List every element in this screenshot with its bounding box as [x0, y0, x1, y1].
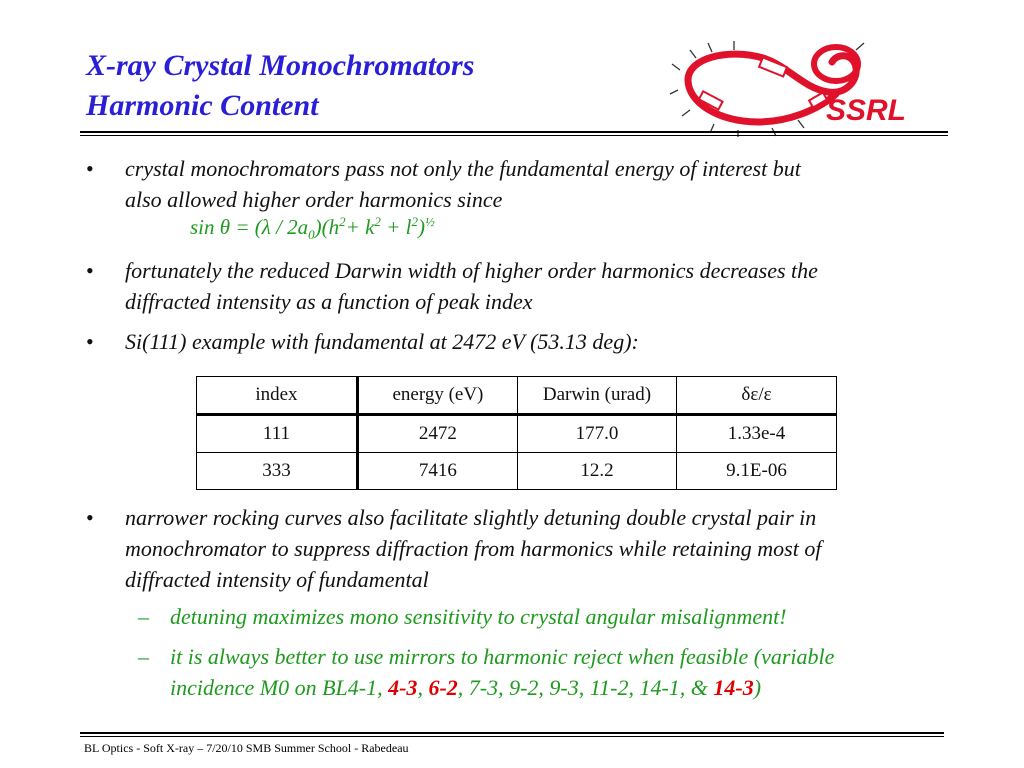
beamline-highlight: 6-2: [428, 675, 458, 700]
subbullet-text: detuning maximizes mono sensitivity to crystal angular misalignment!: [170, 604, 787, 629]
table-cell: 177.0: [517, 415, 676, 453]
table-cell: 333: [197, 453, 358, 490]
table-header-cell: δε/ε: [677, 377, 837, 415]
table-cell: 12.2: [517, 453, 676, 490]
table-cell: 2472: [357, 415, 517, 453]
table-header-cell: energy (eV): [357, 377, 517, 415]
bullet-harmonics: [86, 153, 965, 215]
bullet-text: Si(111) example with fundamental at 2472 eV (53.13 deg):: [125, 329, 639, 354]
subbullet-detuning: [138, 601, 970, 632]
bullet-text: narrower rocking curves also facilitate slightly detuning double crystal pair in: [125, 505, 817, 530]
subbullet-marker: –: [138, 604, 149, 629]
ssrl-logo: [668, 40, 928, 138]
bullet-marker: •: [86, 156, 94, 181]
bullet-text: monochromator to suppress diffraction from harmonics while retaining most of: [125, 536, 822, 561]
bullet-text: also allowed higher order harmonics since: [125, 187, 503, 212]
bullet-marker: •: [86, 258, 94, 283]
table-header-cell: index: [197, 377, 358, 415]
logo-text: SSRL: [826, 94, 907, 127]
bullet-text: crystal monochromators pass not only the fundamental energy of interest but: [125, 156, 801, 181]
subbullet-text: incidence M0 on BL4-1, 4-3, 6-2, 7-3, 9-2, 9-3, 11-2, 14-1, & 14-3): [170, 675, 762, 700]
bullet-text: diffracted intensity as a function of peak index: [125, 289, 533, 314]
slide-footer: BL Optics - Soft X-ray – 7/20/10 SMB Summer School - Rabedeau: [84, 741, 409, 755]
harmonics-table: [196, 376, 837, 490]
table-row: [197, 415, 837, 453]
subbullet-marker: –: [138, 644, 149, 669]
table-cell: 9.1E-06: [677, 453, 837, 490]
header-rule: [80, 131, 948, 136]
beamline-highlight: 4-3: [388, 675, 418, 700]
table-cell: 111: [197, 415, 358, 453]
bullet-rocking-curves: [86, 502, 965, 595]
bullet-marker: •: [86, 329, 94, 354]
table-header-row: [197, 377, 837, 415]
table-cell: 7416: [357, 453, 517, 490]
table-cell: 1.33e-4: [677, 415, 837, 453]
subbullet-mirrors: [138, 641, 970, 703]
bullet-darwin-width: [86, 255, 965, 317]
bullet-text: diffracted intensity of fundamental: [125, 567, 429, 592]
beamline-highlight: 14-3: [713, 675, 754, 700]
bullet-marker: •: [86, 505, 94, 530]
bullet-si111-example: [86, 326, 965, 357]
title-line-2: Harmonic Content: [86, 89, 319, 122]
slide-title: [86, 46, 474, 126]
table-header-cell: Darwin (urad): [517, 377, 676, 415]
footer-rule: [80, 732, 944, 737]
table-row: [197, 453, 837, 490]
title-line-1: X-ray Crystal Monochromators: [86, 49, 475, 82]
bullet-text: fortunately the reduced Darwin width of higher order harmonics decreases the: [125, 258, 818, 283]
subbullet-text: it is always better to use mirrors to harmonic reject when feasible (variable: [170, 644, 835, 669]
bragg-formula: $\sin \theta = (\lambda / 2a_0)(h^2+ k^2 + l^2)^{\frac{1}{2}}$: [190, 214, 435, 243]
